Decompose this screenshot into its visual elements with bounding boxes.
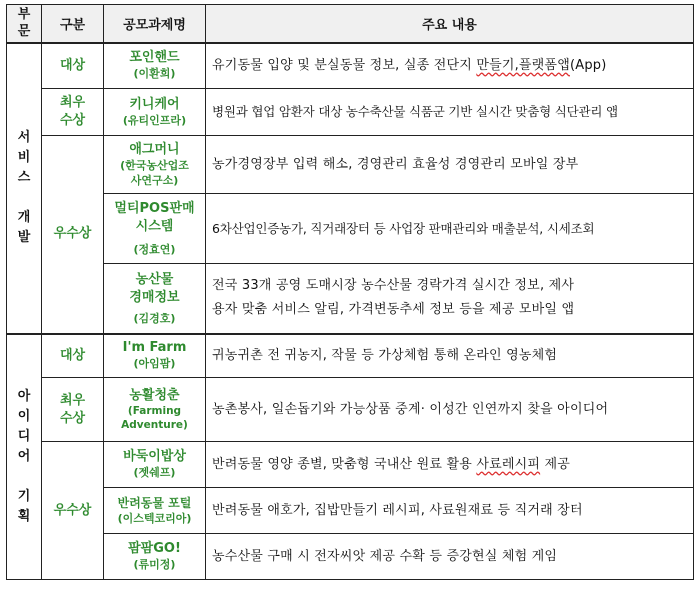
- project-org: (정효연): [133, 243, 176, 256]
- header-content: 주요 내용: [206, 5, 694, 43]
- grade-cell: 대상: [42, 334, 104, 378]
- project-org: (유티인프라): [122, 113, 187, 127]
- section-title-service: [7, 43, 42, 334]
- section-title-idea: [7, 334, 42, 580]
- content-cell: [206, 442, 694, 488]
- grade-cell: [42, 89, 104, 136]
- table-row: [7, 194, 694, 264]
- project-cell: [104, 488, 206, 534]
- project-name: I'm Farm: [122, 340, 187, 356]
- project-name: 멀티POS판매: [114, 201, 195, 216]
- section-char: 어: [17, 448, 31, 464]
- content-cell: [206, 43, 694, 89]
- grade-cell: 대상: [42, 43, 104, 89]
- project-org: (한국농산업조: [120, 158, 189, 172]
- project-org: 사연구소): [130, 173, 179, 187]
- project-name: 팜팜GO!: [128, 541, 181, 556]
- header-division-char-2: 문: [17, 24, 31, 40]
- content-text: (App): [569, 57, 607, 73]
- grade-line: 수상: [59, 410, 86, 426]
- table-row: [7, 43, 694, 89]
- project-name: 포인핸드: [129, 50, 180, 66]
- project-name: 시스템: [135, 219, 174, 234]
- content-underlined: 만들기,플랫폼앱: [476, 57, 570, 73]
- section-gap: [7, 467, 41, 487]
- table-row: [7, 136, 694, 194]
- project-org: Adventure): [121, 418, 188, 431]
- section-char: 기: [17, 488, 31, 504]
- content-text: 유기동물 입양 및 분실동물 정보, 실종 전단지: [212, 57, 477, 73]
- table-row: [7, 488, 694, 534]
- project-name: 농활청춘: [129, 387, 180, 403]
- grade-cell: 우수상: [42, 442, 104, 580]
- section-char: 서: [17, 130, 31, 145]
- project-name: 바둑이밥상: [123, 449, 186, 464]
- project-cell: [104, 334, 206, 378]
- content-cell: 6차산업인증농가, 직거래장터 등 사업장 판매관리와 매출분석, 시세조회: [206, 194, 694, 264]
- header-project-name: 공모과제명: [104, 5, 206, 43]
- project-cell: [104, 442, 206, 488]
- project-cell: [104, 136, 206, 194]
- grade-line: 수상: [59, 113, 86, 128]
- grade-line: 최우: [59, 95, 86, 110]
- section-char: 이: [17, 408, 31, 424]
- grade-cell: [42, 378, 104, 442]
- header-division: [7, 5, 42, 43]
- project-org: (젯쉐프): [133, 466, 176, 479]
- awards-table: [6, 4, 694, 580]
- project-org: (이환희): [133, 67, 176, 81]
- content-cell: 농촌봉사, 일손돕기와 가능상품 중계· 이성간 인연까지 찾을 아이디어: [206, 378, 694, 442]
- content-underlined: 사료레시피: [476, 456, 541, 472]
- grade-line: 최우: [59, 392, 86, 408]
- project-org: (김경호): [133, 311, 176, 325]
- section-char: 아: [17, 388, 31, 404]
- table-row: [7, 89, 694, 136]
- section-char: 개: [17, 210, 31, 225]
- section-gap: [7, 188, 41, 208]
- section-char: 디: [17, 428, 31, 444]
- content-cell: 반려동물 애호가, 집밥만들기 레시피, 사료원재료 등 직거래 장터: [206, 488, 694, 534]
- header-division-char-1: 부: [17, 7, 31, 23]
- project-cell: [104, 89, 206, 136]
- section-char: 스: [17, 170, 31, 185]
- content-cell: 병원과 협업 암환자 대상 농수축산물 식품군 기반 실시간 맞춤형 식단관리 앱: [206, 89, 694, 136]
- project-cell: [104, 43, 206, 89]
- table-row: [7, 378, 694, 442]
- project-org: (아임팜): [133, 357, 176, 371]
- project-org: (Farming: [127, 404, 182, 417]
- content-cell: [206, 264, 694, 334]
- table-row: [7, 264, 694, 334]
- project-name: 애그머니: [129, 141, 180, 157]
- table-row: [7, 334, 694, 378]
- project-name: 경매정보: [129, 289, 180, 305]
- table-row: [7, 442, 694, 488]
- content-cell: 농수산물 구매 시 전자씨앗 제공 수확 등 증강현실 체험 게임: [206, 534, 694, 580]
- section-char: 발: [17, 230, 31, 245]
- project-org: (류미정): [133, 558, 176, 571]
- project-org: (이스텍코리아): [117, 512, 192, 525]
- content-cell: 농가경영장부 입력 해소, 경영관리 효율성 경영관리 모바일 장부: [206, 136, 694, 194]
- table-row: [7, 534, 694, 580]
- project-cell: [104, 264, 206, 334]
- grade-cell: 우수상: [42, 136, 104, 334]
- section-char: 획: [17, 508, 31, 524]
- project-cell: [104, 534, 206, 580]
- header-category: 구분: [42, 5, 104, 43]
- project-name: 농산물: [135, 271, 174, 287]
- content-line: 전국 33개 공영 도매시장 농수산물 경락가격 실시간 정보, 제사: [212, 278, 575, 294]
- content-text: 반려동물 영양 종별, 맞춤형 국내산 원료 활용: [212, 456, 477, 472]
- project-cell: [104, 378, 206, 442]
- content-text: 제공: [540, 456, 570, 472]
- section-char: 비: [17, 150, 31, 165]
- project-name: 반려동물 포털: [117, 496, 192, 510]
- project-name: 키니케어: [129, 96, 180, 112]
- content-line: 용자 맞춤 서비스 알림, 가격변동추세 정보 등을 제공 모바일 앱: [212, 302, 575, 318]
- content-cell: 귀농귀촌 전 귀농지, 작물 등 가상체험 통해 온라인 영농체험: [206, 334, 694, 378]
- header-row: [7, 5, 694, 43]
- project-cell: [104, 194, 206, 264]
